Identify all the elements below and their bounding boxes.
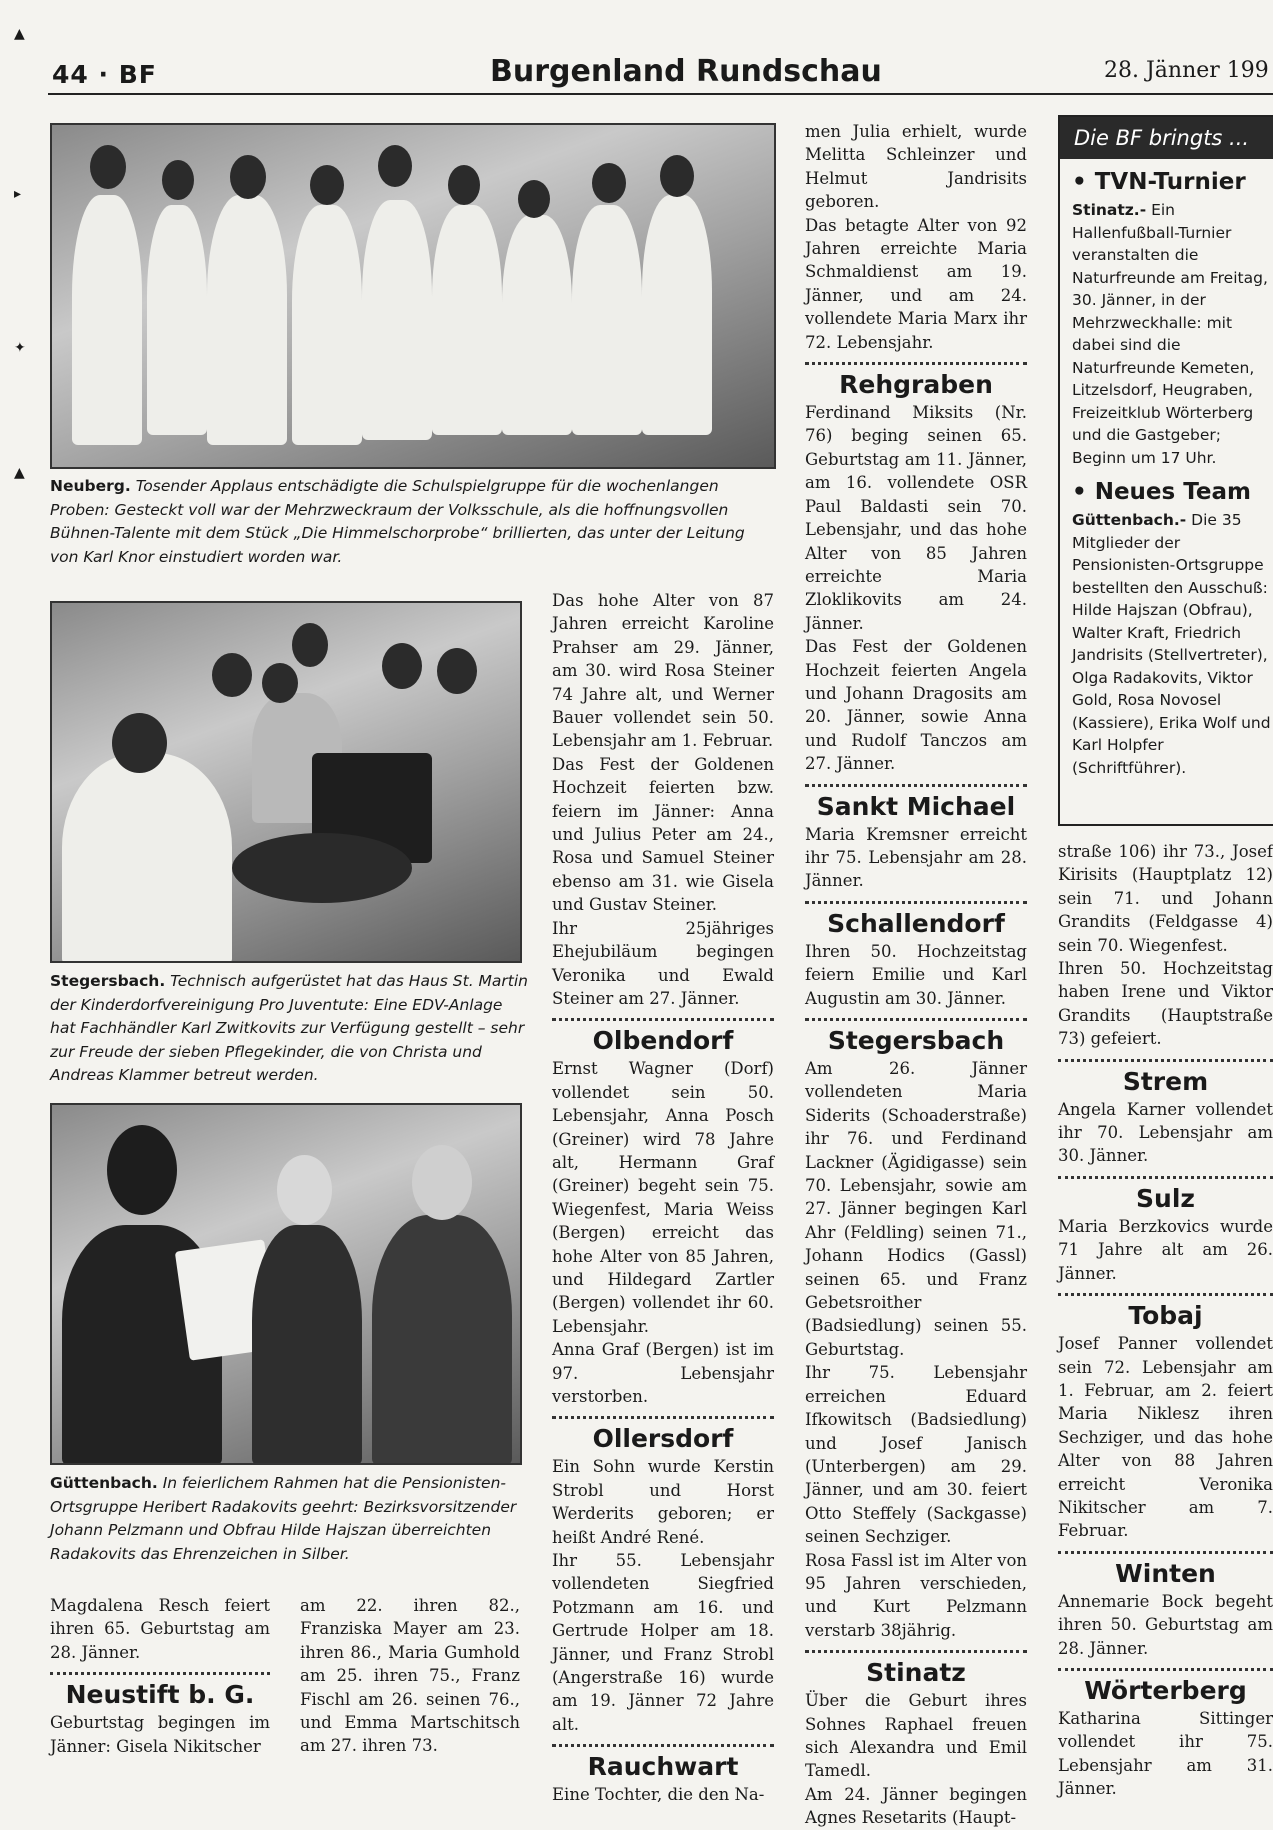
article-paragraph: Ein Sohn wurde Kerstin Strobl und Horst Werderits geboren; er heißt André René. xyxy=(552,1457,774,1547)
caption-text: Tosender Applaus entschädigte die Schulspielgruppe für die wochenlangen Proben: Gesteckt voll war der Mehrzweckraum der Volksschule, als die hoffnungsvollen Bühnen-Talente mit dem Stück „Die Himmelschorprobe“ brillierten, das unter der Leitung von Karl Knor einstudiert worden war. xyxy=(50,477,745,566)
article-paragraph: Am 26. Jänner vollendeten Maria Siderits (Schoaderstraße) ihr 76. und Ferdinand Lackner (Ägidigasse) sein 70. Lebensjahr, sowie am 27. Jänner begingen Karl Ahr (Feldling) seinen 71., Johann Hodics (Gassl) seinen 65. und Franz Gebetsroither (Badsiedlung) seinen 55. Geburtstag. xyxy=(805,1059,1027,1359)
town-heading: Rauchwart xyxy=(587,1752,739,1782)
town-heading: Ollersdorf xyxy=(592,1424,734,1454)
sidebar-item-text xyxy=(1072,199,1273,469)
article-paragraph: men Julia erhielt, wurde Melitta Schleinzer und Helmut Jandrisits geboren. xyxy=(805,122,1027,212)
article-paragraph: Ferdinand Miksits (Nr. 76) beging seinen 65. Geburtstag am 11. Jänner, am 16. vollendete OSR Paul Baldasti sein 70. Lebensjahr, und das hohe Alter von 85 Jahren erreichte Maria Zloklikovits am 24. Jänner. xyxy=(805,403,1027,633)
town-heading: Sankt Michael xyxy=(816,791,1016,821)
town-heading: Schallendorf xyxy=(827,908,1005,938)
dotted-separator xyxy=(1058,1059,1273,1062)
article-paragraph: Ihren 50. Hochzeitstag feiern Emilie und Karl Augustin am 30. Jänner. xyxy=(805,941,1027,1008)
margin-mark: ▸ xyxy=(14,186,22,202)
margin-mark: ▲ xyxy=(14,26,25,42)
dotted-separator xyxy=(805,1650,1027,1653)
town-heading: Wörterberg xyxy=(1084,1675,1247,1705)
sidebar-heading: Die BF bringts ... xyxy=(1060,117,1273,159)
article-paragraph: Annemarie Bock begeht ihren 50. Geburtstag am 28. Jänner. xyxy=(1058,1591,1273,1658)
sidebar-box xyxy=(1058,115,1273,826)
caption-place: Güttenbach. xyxy=(50,1474,158,1492)
article-paragraph: Anna Graf (Bergen) ist im 97. Lebensjahr verstorben. xyxy=(552,1340,774,1406)
article-paragraph: Maria Kremsner erreicht ihr 75. Lebensjahr am 28. Jänner. xyxy=(805,824,1027,891)
photo-guettenbach xyxy=(50,1103,522,1465)
article-paragraph: Ihr 55. Lebensjahr vollendeten Siegfried Potzmann am 16. und Gertrude Holper am 18. Jänner, und Franz Strobl (Angerstraße 16) wurde am 19. Jänner 72 Jahre alt. xyxy=(552,1551,774,1734)
article-paragraph: Ihr 75. Lebensjahr erreichen Eduard Ifkowitsch (Badsiedlung) und Josef Janisch (Unterbergen) am 29. Jänner, und am 30. feiert Otto Steffely (Sackgasse) seinen Sechziger. xyxy=(805,1363,1027,1547)
town-heading: Sulz xyxy=(1136,1183,1195,1213)
sidebar-item-body: Die 35 Mitglieder der Pensionisten-Ortsgruppe bestellten den Ausschuß: Hilde Hajszan (Obfrau), Walter Kraft, Friedrich Jandrisits (Stellvertreter), Olga Radakovits, Viktor Gold, Rosa Novosel (Kassiere), Erika Wolf und Karl Holpfer (Schriftführer). xyxy=(1072,511,1271,777)
article-paragraph: Am 24. Jänner begingen Agnes Resetarits (Haupt- xyxy=(805,1784,1027,1828)
article-paragraph: Angela Karner vollendet ihr 70. Lebensjahr am 30. Jänner. xyxy=(1058,1099,1273,1166)
caption-text: Technisch aufgerüstet hat das Haus St. Martin der Kinderdorfvereinigung Pro Juventute: Eine EDV-Anlage hat Fachhändler Karl Zwitkovits zur Verfügung gestellt – sehr zur Freude der sieben Pflegekinder, die von Christa und Andreas Klammer betreut werden. xyxy=(50,972,528,1084)
dotted-separator xyxy=(1058,1176,1273,1179)
caption-place: Neuberg. xyxy=(50,477,131,495)
dotted-separator xyxy=(1058,1293,1273,1296)
dotted-separator xyxy=(805,784,1027,787)
sidebar-item-body: Ein Hallenfußball-Turnier veranstalten die Naturfreunde am Freitag, 30. Jänner, in der Mehrzweckhalle: mit dabei sind die Naturfreunde Kemeten, Litzelsdorf, Heugraben, Freizeitklub Wörterberg und die Gastgeber; Beginn um 17 Uhr. xyxy=(1072,201,1268,467)
article-paragraph: Ihr 25jähriges Ehejubiläum begingen Veronika und Ewald Steiner am 27. Jänner. xyxy=(552,918,774,1008)
caption-guettenbach xyxy=(50,1472,530,1566)
town-heading: Stinatz xyxy=(866,1658,966,1688)
caption-place: Stegersbach. xyxy=(50,972,166,990)
dotted-separator xyxy=(552,1018,774,1021)
dotted-separator xyxy=(552,1744,774,1747)
article-paragraph: Ihren 50. Hochzeitstag haben Irene und Viktor Grandits (Hauptstraße 73) gefeiert. xyxy=(1058,959,1273,1049)
column-e xyxy=(1058,840,1273,1801)
issue-date: 28. Jänner 199 xyxy=(1104,58,1269,83)
photo-stegersbach xyxy=(50,601,522,963)
sidebar-item-text xyxy=(1072,509,1273,779)
sidebar-item-title: • Neues Team xyxy=(1072,479,1251,505)
article-paragraph: Geburtstag begingen im Jänner: Gisela Nikitscher xyxy=(50,1713,270,1756)
dotted-separator xyxy=(805,362,1027,365)
caption-stegersbach xyxy=(50,970,530,1088)
column-c xyxy=(552,589,774,1807)
article-paragraph: Das Fest der Goldenen Hochzeit feierten Angela und Johann Dragosits am 20. Jänner, sowie Anna und Rudolf Tanczos am 27. Jänner. xyxy=(805,637,1027,774)
dotted-separator xyxy=(50,1672,270,1675)
town-heading: Rehgraben xyxy=(839,370,993,400)
article-paragraph: Maria Berzkovics wurde 71 Jahre alt am 26. Jänner. xyxy=(1058,1216,1273,1283)
sidebar-item-title: • TVN-Turnier xyxy=(1072,169,1246,195)
column-d xyxy=(805,120,1027,1830)
newspaper-title: Burgenland Rundschau xyxy=(490,54,882,89)
town-heading: Neustift b. G. xyxy=(65,1680,255,1710)
caption-text: In feierlichem Rahmen hat die Pensionisten-Ortsgruppe Heribert Radakovits geehrt: Bezirksvorsitzender Johann Pelzmann und Obfrau Hilde Hajszan überreichten Radakovits das Ehrenzeichen in Silber. xyxy=(50,1474,517,1563)
sidebar-item-place: Güttenbach.- xyxy=(1072,511,1187,529)
article-paragraph: Magdalena Resch feiert ihren 65. Geburtstag am 28. Jänner. xyxy=(50,1596,270,1662)
dotted-separator xyxy=(1058,1668,1273,1671)
header-rule xyxy=(48,93,1273,95)
article-paragraph: Katharina Sittinger vollendet ihr 75. Lebensjahr am 31. Jänner. xyxy=(1058,1708,1273,1799)
article-paragraph: Über die Geburt ihres Sohnes Raphael freuen sich Alexandra und Emil Tamedl. xyxy=(805,1691,1027,1781)
caption-neuberg xyxy=(50,475,772,569)
article-paragraph: Das betagte Alter von 92 Jahren erreichte Maria Schmaldienst am 19. Jänner, und am 24. vollendete Maria Marx ihr 72. Lebensjahr. xyxy=(805,215,1027,352)
page-header xyxy=(0,52,1273,96)
column-a xyxy=(50,1594,270,1758)
dotted-separator xyxy=(805,901,1027,904)
town-heading: Stegersbach xyxy=(827,1026,1005,1055)
dotted-separator xyxy=(805,1018,1027,1021)
town-heading: Olbendorf xyxy=(592,1026,734,1056)
town-heading: Strem xyxy=(1122,1066,1209,1096)
article-paragraph: Ernst Wagner (Dorf) vollendet sein 50. Lebensjahr, Anna Posch (Greiner) wird 78 Jahre alt, Hermann Graf (Greiner) begeht sein 75. Wiegenfest, Maria Weiss (Bergen) erreicht das hohe Alter von 85 Jahren, und Hildegard Zartler (Bergen) vollendet ihr 60. Lebensjahr. xyxy=(552,1059,774,1336)
town-heading: Winten xyxy=(1115,1558,1216,1588)
town-heading: Tobaj xyxy=(1128,1301,1203,1331)
article-paragraph: Das hohe Alter von 87 Jahren erreicht Karoline Prahser am 29. Jänner, am 30. wird Rosa Steiner 74 Jahre alt, und Werner Bauer vollendet sein 50. Lebensjahr am 1. Februar. xyxy=(552,591,774,751)
dotted-separator xyxy=(1058,1551,1273,1554)
article-paragraph: am 22. ihren 82., Franziska Mayer am 23. ihren 86., Maria Gumhold am 25. ihren 75., Franz Fischl am 26. seinen 76., und Emma Martschitsch am 27. ihren 73. xyxy=(300,1596,520,1756)
page-number: 44 · BF xyxy=(52,60,157,89)
article-paragraph: Rosa Fassl ist im Alter von 95 Jahren verschieden, und Kurt Pelzmann verstarb 38jährig. xyxy=(805,1550,1027,1640)
article-paragraph: straße 106) ihr 73., Josef Kirisits (Hauptplatz 12) sein 71. und Johann Grandits (Feldgasse 4) sein 70. Wiegenfest. xyxy=(1058,842,1273,955)
column-b xyxy=(300,1594,520,1758)
article-paragraph: Josef Panner vollendet sein 72. Lebensjahr am 1. Februar, am 2. feiert Maria Niklesz ihren Sechziger, und das hohe Alter von 88 Jahren erreicht Veronika Nikitscher am 7. Februar. xyxy=(1058,1334,1273,1541)
margin-mark: ✦ xyxy=(14,340,26,356)
photo-neuberg xyxy=(50,123,776,469)
dotted-separator xyxy=(552,1416,774,1419)
article-paragraph: Das Fest der Goldenen Hochzeit feierten bzw. feiern im Jänner: Anna und Julius Peter am 24., Rosa und Samuel Steiner ebenso am 31. wie Gisela und Gustav Steiner. xyxy=(552,754,774,915)
margin-mark: ▲ xyxy=(14,465,25,481)
sidebar-item-place: Stinatz.- xyxy=(1072,201,1147,219)
article-paragraph: Eine Tochter, die den Na- xyxy=(552,1785,765,1805)
